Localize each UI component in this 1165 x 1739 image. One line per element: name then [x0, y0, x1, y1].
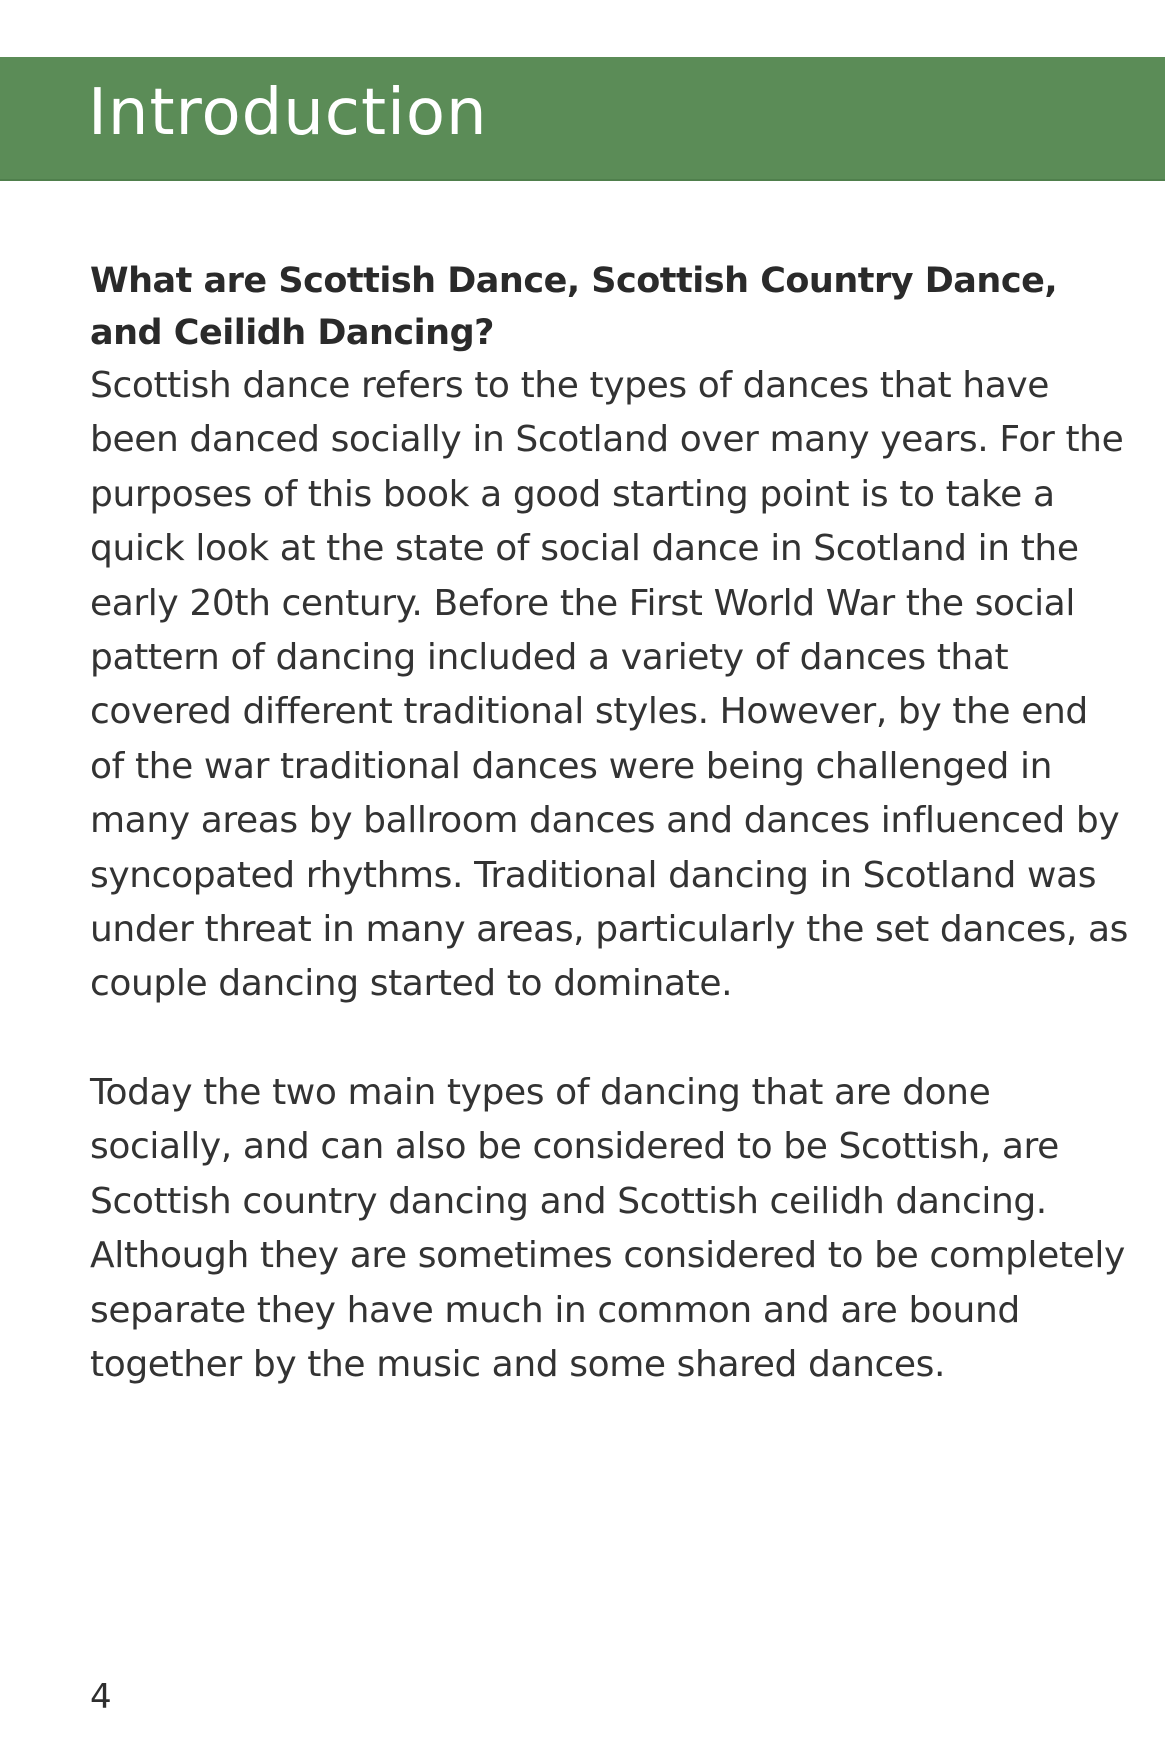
header-band [0, 57, 1165, 181]
body-paragraph-2: Today the two main types of dancing that are done socially, and can also be considered to be Scottish, are Scottish country dancing and Scottish ceilidh dancing. Although they are sometimes considered to be completely separate they have much in common and are bound together by the music and some shared dances. [90, 1071, 1125, 1385]
main-content [90, 255, 1130, 1392]
section-heading: What are Scottish Dance, Scottish Country Dance, and Ceilidh Dancing? [90, 261, 1058, 353]
page-number: 4 [90, 1677, 112, 1717]
page-title: Introduction [88, 76, 488, 150]
body-paragraph-1: Scottish dance refers to the types of dances that have been danced socially in Scotland over many years. For the purposes of this book a good starting point is to take a quick look at the state of social dance in Scotland in the early 20th century. Before the First World War the social pattern of dancing included a variety of dances that covered different traditional styles. However, by the end of the war traditional dances were being challenged in many areas by ballroom dances and dances influenced by syncopated rhythms. Traditional dancing in Scotland was under threat in many areas, particularly the set dances, as couple dancing started to dominate. [90, 365, 1129, 1005]
